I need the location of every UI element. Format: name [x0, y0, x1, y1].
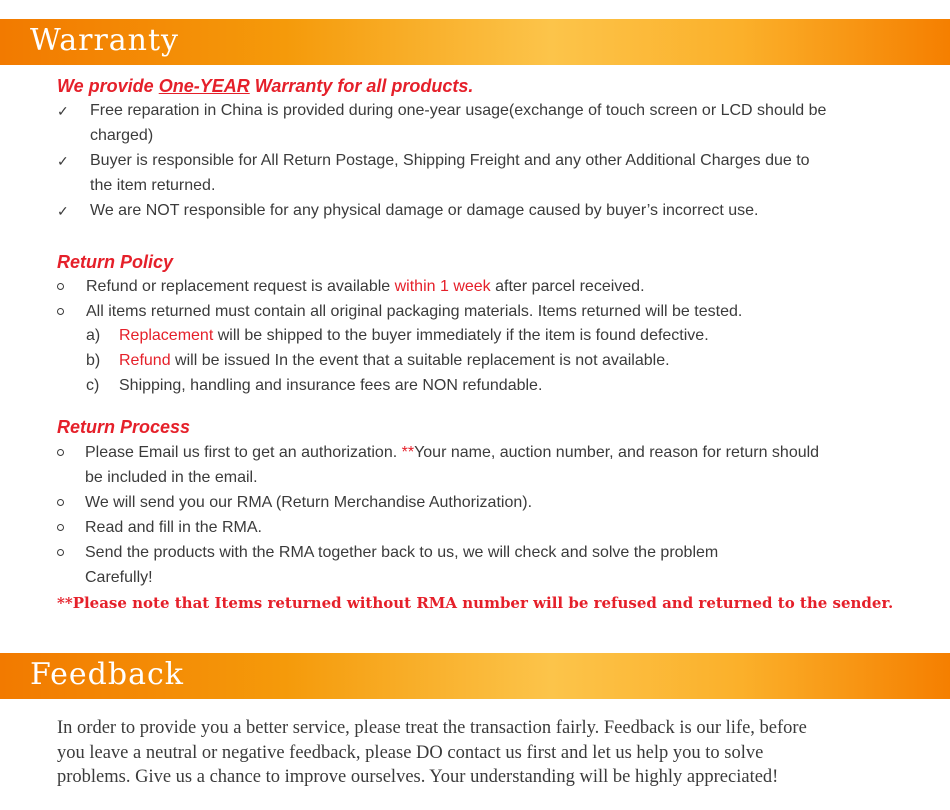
warranty-heading-pre: We provide	[57, 76, 159, 96]
return-policy-heading: Return Policy	[57, 252, 174, 272]
return-process-item-1-line-1	[85, 443, 819, 463]
bullet-icon	[57, 308, 64, 315]
return-policy-item-1-pre: Refund or replacement request is available	[86, 278, 395, 295]
return-policy-item-2: All items returned must contain all original packaging materials. Items returned will be tested.	[86, 303, 743, 320]
feedback-line-3: problems. Give us a chance to improve ourselves. Your understanding will be highly appreciated!	[57, 767, 779, 787]
warranty-item-1-line-1: Free reparation in China is provided during one-year usage(exchange of touch screen or LCD should be	[90, 102, 827, 119]
warranty-banner	[0, 19, 950, 65]
sub-item-b-label: b)	[86, 352, 101, 369]
return-process-item-1-line-2: be included in the email.	[85, 469, 258, 486]
warranty-heading-post: Warranty for all products.	[249, 76, 474, 96]
return-policy-item-1-highlight: within 1 week	[394, 278, 491, 295]
return-process-item-4-line-1: Send the products with the RMA together back to us, we will check and solve the problem	[85, 544, 719, 561]
sub-item-c-text: Shipping, handling and insurance fees are NON refundable.	[119, 377, 543, 394]
checkmark-icon: ✓	[57, 103, 69, 119]
warranty-item-2-line-1: Buyer is responsible for All Return Postage, Shipping Freight and any other Additional Charges due to	[90, 152, 810, 169]
rma-note: **Please note that Items returned without RMA number will be refused and returned to the sender.	[57, 594, 894, 612]
checkmark-icon: ✓	[57, 203, 69, 219]
return-process-heading: Return Process	[57, 417, 191, 437]
sub-item-a-label: a)	[86, 327, 101, 344]
warranty-item-1-line-2: charged)	[90, 127, 154, 144]
bullet-icon	[57, 499, 64, 506]
sub-item-a-highlight: Replacement	[119, 327, 214, 344]
return-process-item-3: Read and fill in the RMA.	[85, 519, 262, 536]
warranty-heading-underlined: One-YEAR	[158, 76, 250, 96]
warranty-heading	[57, 75, 473, 97]
feedback-line-2: you leave a neutral or negative feedback, please DO contact us first and let us help you to solve	[57, 743, 764, 763]
return-process-item-2: We will send you our RMA (Return Merchandise Authorization).	[85, 494, 533, 511]
feedback-title: Feedback	[30, 657, 184, 692]
warranty-item-3-line-1: We are NOT responsible for any physical damage or damage caused by buyer’s incorrect use.	[90, 202, 759, 219]
sub-item-a	[119, 326, 709, 346]
bullet-icon	[57, 283, 64, 290]
bullet-icon	[57, 449, 64, 456]
return-process-item-1-pre: Please Email us first to get an authorization.	[85, 444, 402, 461]
checkmark-icon: ✓	[57, 153, 69, 169]
bullet-icon	[57, 524, 64, 531]
return-process-item-1-post: Your name, auction number, and reason for return should	[414, 444, 820, 461]
warranty-item-2-line-2: the item returned.	[90, 177, 216, 194]
sub-item-a-text: will be shipped to the buyer immediately if the item is found defective.	[213, 327, 709, 344]
return-process-item-4-line-2: Carefully!	[85, 569, 153, 586]
return-policy-item-1	[86, 277, 645, 297]
sub-item-b-text: will be issued In the event that a suitable replacement is not available.	[170, 352, 670, 369]
feedback-line-1: In order to provide you a better service, please treat the transaction fairly. Feedback is our life, before	[57, 718, 807, 738]
sub-item-c-label: c)	[86, 377, 100, 394]
sub-item-b-highlight: Refund	[119, 352, 171, 369]
warranty-title: Warranty	[30, 23, 180, 58]
feedback-banner	[0, 653, 950, 699]
bullet-icon	[57, 549, 64, 556]
sub-item-b	[119, 351, 670, 371]
return-process-item-1-asterisks: **	[401, 444, 415, 461]
sub-item-c	[119, 376, 542, 396]
return-policy-item-1-post: after parcel received.	[490, 278, 645, 295]
